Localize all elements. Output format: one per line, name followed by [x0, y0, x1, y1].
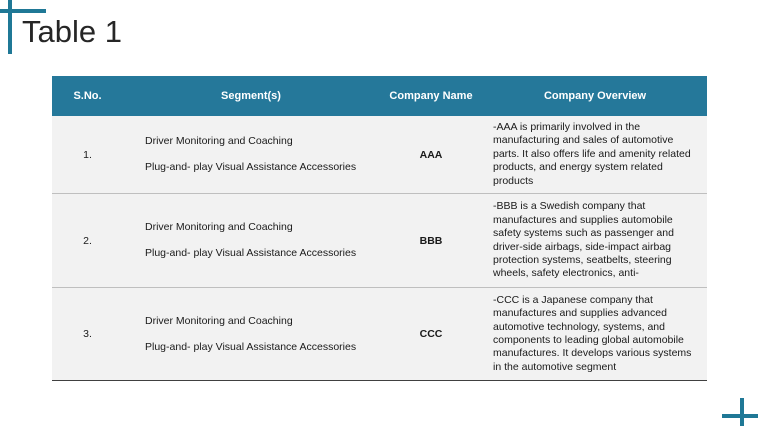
header-sno: S.No.	[52, 76, 123, 116]
page-title: Table 1	[22, 14, 122, 49]
row-company-overview: -CCC is a Japanese company that manufactures and supplies advanced automotive technology, systems, and components to leading global automobile manufactures. It develops various systems in the automotive segment	[483, 288, 707, 381]
row-company-overview: -BBB is a Swedish company that manufactures and supplies automobile safety systems such as passenger and driver-side airbags, side-impact airbag protection systems, seatbelts, steering wheels, safety electronics, anti-	[483, 194, 707, 288]
header-company-name: Company Name	[379, 76, 483, 116]
row-company-name: BBB	[379, 194, 483, 288]
row-sno: 2.	[52, 194, 123, 288]
row-sno: 1.	[52, 116, 123, 194]
company-table	[52, 76, 707, 381]
table-header-row	[52, 76, 707, 116]
segment-item: Driver Monitoring and Coaching	[145, 314, 293, 327]
row-segments	[123, 194, 379, 288]
segment-item: Plug-and- play Visual Assistance Accessories	[145, 161, 357, 173]
table-row	[52, 116, 707, 194]
segment-item: Driver Monitoring and Coaching	[145, 135, 293, 147]
segment-item: Plug-and- play Visual Assistance Accessories	[145, 247, 357, 259]
segment-item: Plug-and- play Visual Assistance Accessories	[145, 340, 357, 353]
corner-decoration-bottom-right-vertical	[740, 398, 744, 426]
table-row	[52, 288, 707, 381]
row-company-overview: -AAA is primarily involved in the manufacturing and sales of automotive parts. It also offers life and amenity related products, and energy system related products	[483, 116, 707, 194]
header-company-overview: Company Overview	[483, 76, 707, 116]
row-segments	[123, 288, 379, 381]
row-company-name: CCC	[379, 288, 483, 381]
row-company-name: AAA	[379, 116, 483, 194]
segment-item: Driver Monitoring and Coaching	[145, 221, 293, 233]
row-segments	[123, 116, 379, 194]
table-row	[52, 194, 707, 288]
corner-decoration-bottom-right-horizontal	[722, 414, 758, 418]
row-sno: 3.	[52, 288, 123, 381]
header-segments: Segment(s)	[123, 76, 379, 116]
